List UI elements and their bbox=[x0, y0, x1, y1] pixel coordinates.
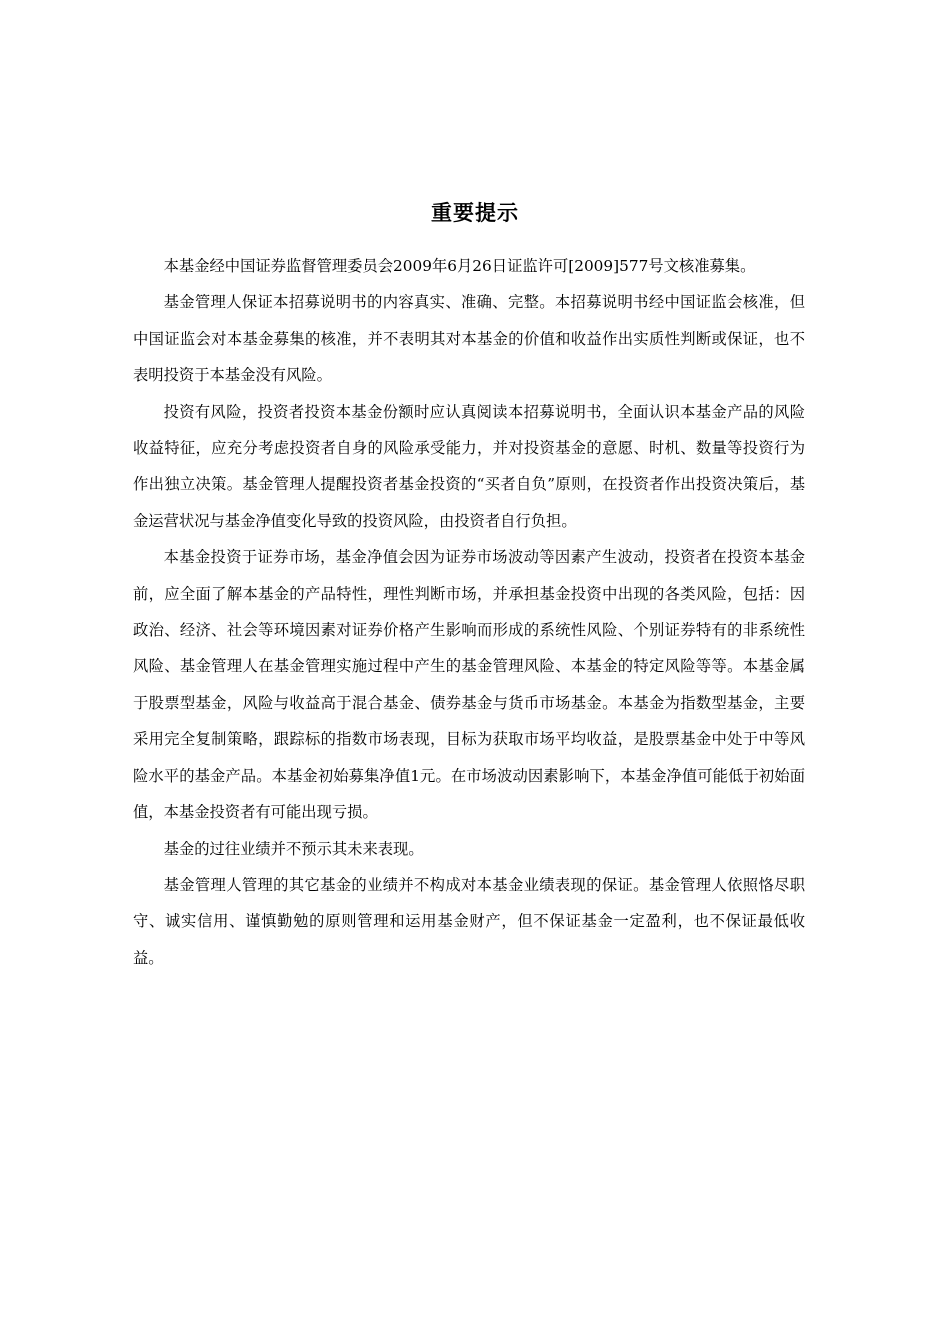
paragraph-no-guarantee: 基金管理人管理的其它基金的业绩并不构成对本基金业绩表现的保证。基金管理人依照恪尽职守、诚实信用、谨慎勤勉的原则管理和运用基金财产，但不保证基金一定盈利，也不保证最低收益。 bbox=[133, 875, 805, 967]
paragraph-past-performance: 基金的过往业绩并不预示其未来表现。 bbox=[163, 839, 424, 858]
paragraph-approval: 本基金经中国证券监督管理委员会2009年6月26日证监许可[2009]577号文核准募集。 bbox=[163, 257, 756, 275]
page-title: 重要提示 bbox=[431, 201, 519, 225]
document-body bbox=[133, 248, 805, 976]
paragraph-market-risk: 本基金投资于证券市场，基金净值会因为证券市场波动等因素产生波动，投资者在投资本基金前，应全面了解本基金的产品特性，理性判断市场，并承担基金投资中出现的各类风险，包括：因政治、经济、社会等环境因素对证券价格产生影响而形成的系统性风险、个别证券特有的非系统性风险、基金管理人在基金管理实施过程中产生的基金管理风险、本基金的特定风险等等。本基金属于股票型基金，风险与收益高于混合基金、债券基金与货币市场基金。本基金为指数型基金，主要采用完全复制策略，跟踪标的指数市场表现，目标为获取市场平均收益，是股票基金中处于中等风险水平的基金产品。本基金初始募集净值1元。在市场波动因素影响下，本基金净值可能低于初始面值，本基金投资者有可能出现亏损。 bbox=[133, 548, 805, 822]
paragraph-manager-guarantee: 基金管理人保证本招募说明书的内容真实、准确、完整。本招募说明书经中国证监会核准，但中国证监会对本基金募集的核准，并不表明其对本基金的价值和收益作出实质性判断或保证，也不表明投资于本基金没有风险。 bbox=[133, 293, 805, 385]
paragraph-investment-risk: 投资有风险，投资者投资本基金份额时应认真阅读本招募说明书，全面认识本基金产品的风险收益特征，应充分考虑投资者自身的风险承受能力，并对投资基金的意愿、时机、数量等投资行为作出独立决策。基金管理人提醒投资者基金投资的“买者自负”原则，在投资者作出投资决策后，基金运营状况与基金净值变化导致的投资风险，由投资者自行负担。 bbox=[133, 402, 805, 530]
